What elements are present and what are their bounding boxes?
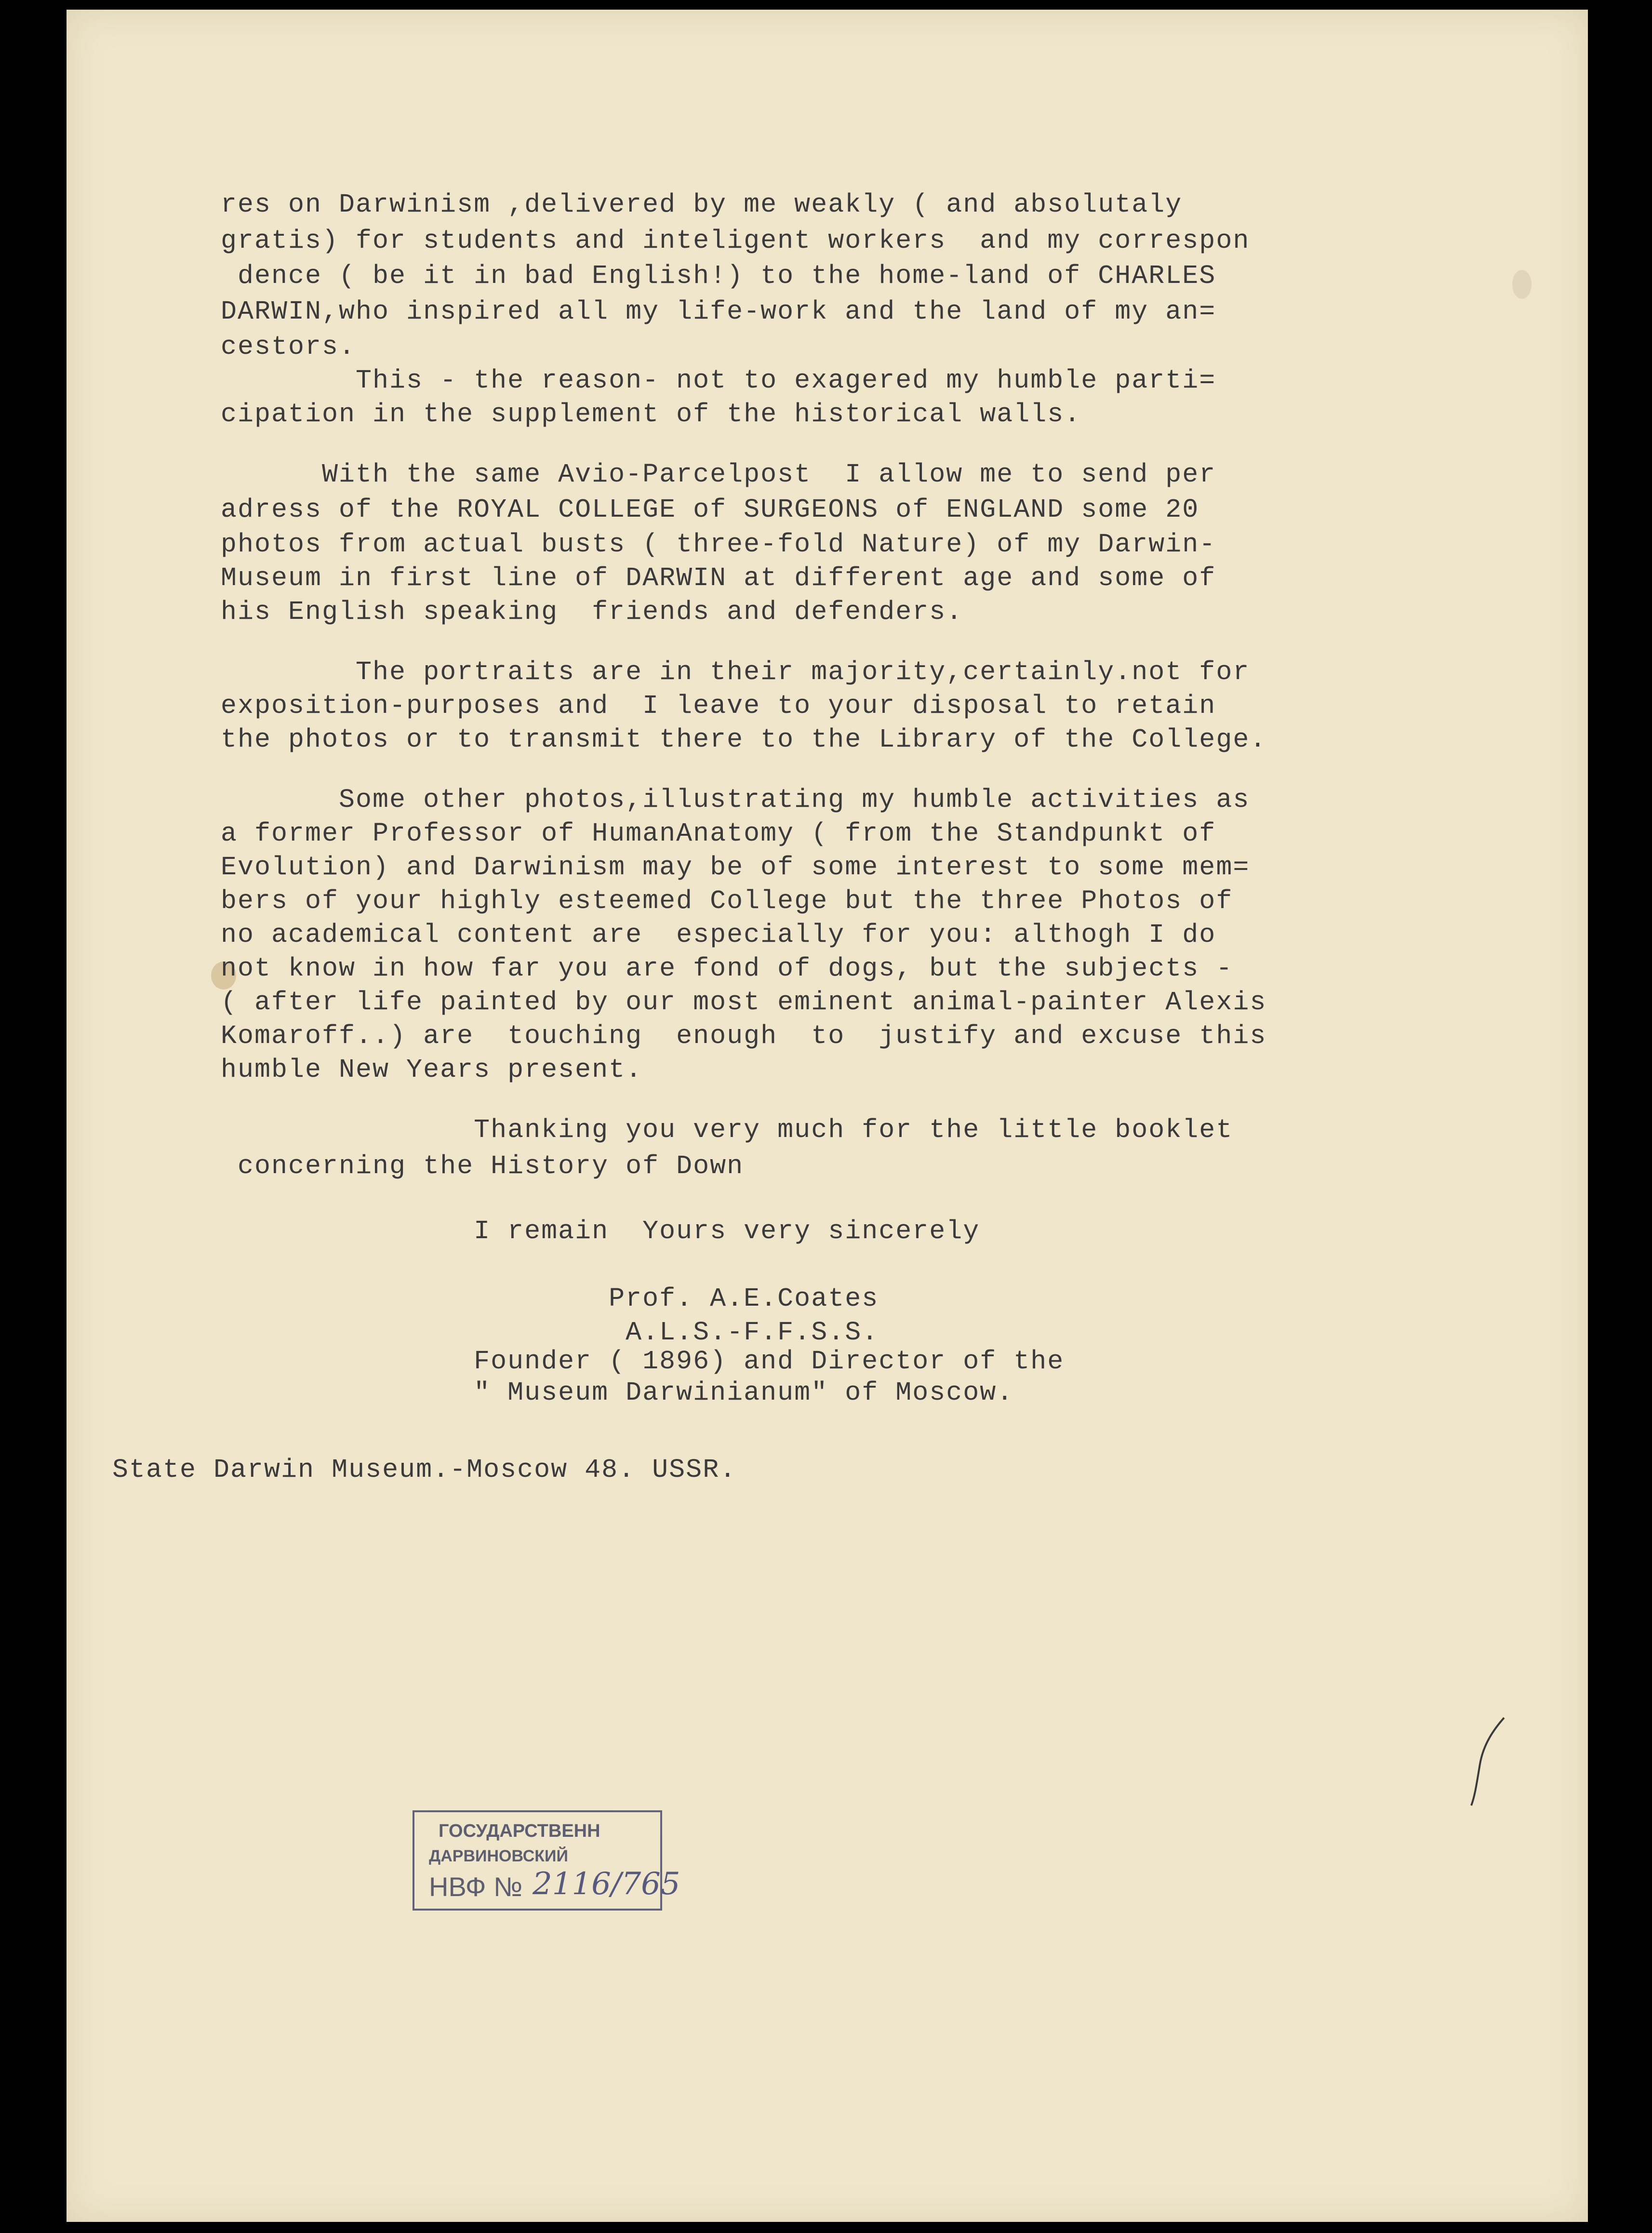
letter-line: a former Professor of HumanAnatomy ( from the Standpunkt of	[221, 818, 1216, 849]
signature-title: A.L.S.-F.F.S.S.	[221, 1317, 879, 1348]
letter-line: gratis) for students and inteligent workers and my correspon	[221, 226, 1250, 256]
letter-line: Komaroff..) are touching enough to justify and excuse this	[221, 1021, 1267, 1051]
letter-line: dence ( be it in bad English!) to the home-land of CHARLES	[221, 261, 1216, 291]
letter-line: DARWIN,who inspired all my life-work and the land of my an=	[221, 296, 1216, 327]
letter-line: Thanking you very much for the little booklet	[221, 1115, 1233, 1145]
letter-line: Evolution) and Darwinism may be of some interest to some mem=	[221, 852, 1250, 883]
signature-name: Prof. A.E.Coates	[221, 1284, 879, 1314]
closing-line: I remain Yours very sincerely	[221, 1216, 980, 1246]
letter-line: Some other photos,illustrating my humble activities as	[221, 785, 1250, 815]
letter-line: ( after life painted by our most eminent animal-painter Alexis	[221, 987, 1267, 1017]
stamp-line: ГОСУДАРСТВЕНН	[439, 1821, 600, 1841]
letter-line: concerning the History of Down	[221, 1151, 744, 1181]
letter-line: cipation in the supplement of the historical walls.	[221, 399, 1081, 429]
archive-stamp	[413, 1810, 680, 1911]
letter-line: photos from actual busts ( three-fold Nature) of my Darwin-	[221, 529, 1216, 560]
letter-line: With the same Avio-Parcelpost I allow me to send per	[221, 459, 1216, 490]
letter-line: no academical content are especially for you: althogh I do	[221, 920, 1216, 950]
footer-address: State Darwin Museum.-Moscow 48. USSR.	[112, 1455, 737, 1485]
letter-line: his English speaking friends and defenders.	[221, 597, 963, 627]
paper-stain	[1512, 270, 1532, 299]
letter-page	[67, 10, 1588, 2222]
letter-line: The portraits are in their majority,certainly.not for	[221, 657, 1250, 687]
stamp-line: ДАРВИНОВСКИЙ	[429, 1847, 568, 1865]
letter-line: adress of the ROYAL COLLEGE of SURGEONS of ENGLAND some 20	[221, 495, 1199, 525]
letter-line: the photos or to transmit there to the Library of the College.	[221, 724, 1267, 755]
letter-line: humble New Years present.	[221, 1055, 643, 1085]
pencil-mark	[1466, 1716, 1510, 1807]
letter-line: Museum in first line of DARWIN at different age and some of	[221, 563, 1216, 593]
signature-role: Founder ( 1896) and Director of the	[221, 1346, 1065, 1377]
letter-line: exposition-purposes and I leave to your disposal to retain	[221, 691, 1216, 721]
signature-institution: " Museum Darwinianum" of Moscow.	[221, 1377, 1014, 1408]
stamp-inventory-number: 2116/765	[533, 1866, 680, 1902]
letter-line: This - the reason- not to exagered my humble parti=	[221, 365, 1216, 396]
letter-line: bers of your highly esteemed College but the three Photos of	[221, 886, 1233, 916]
letter-line: res on Darwinism ,delivered by me weakly ( and absolutaly	[221, 189, 1183, 220]
letter-line: not know in how far you are fond of dogs, but the subjects -	[221, 953, 1233, 984]
letter-line: cestors.	[221, 332, 356, 362]
stamp-fund-label: НВФ №	[429, 1872, 523, 1902]
